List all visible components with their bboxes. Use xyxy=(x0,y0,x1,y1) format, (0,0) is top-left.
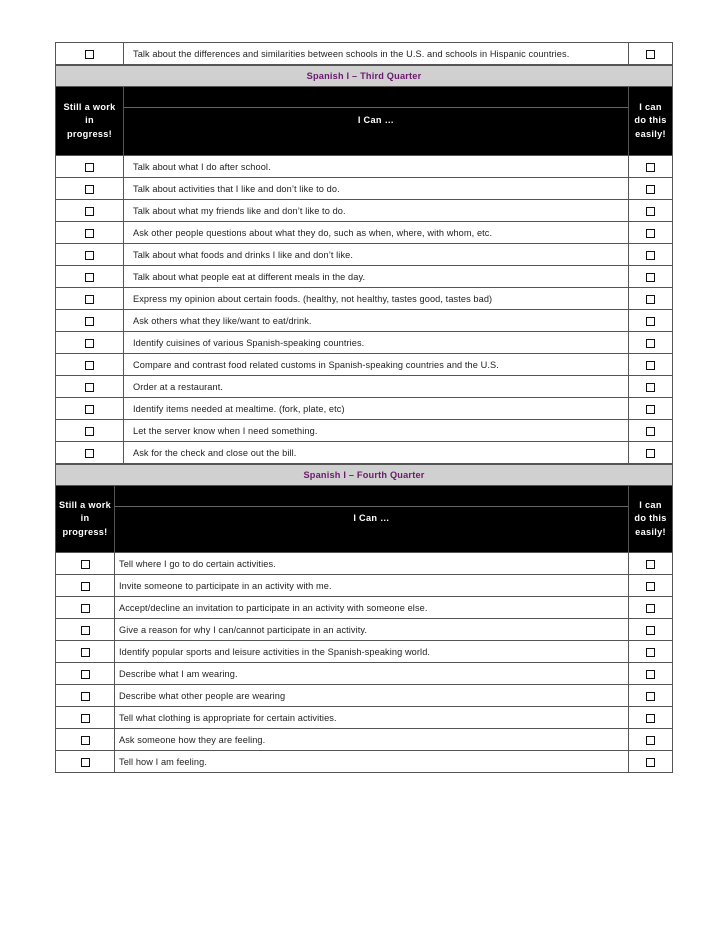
checkbox-icon[interactable] xyxy=(81,714,90,723)
checkbox-icon[interactable] xyxy=(85,449,94,458)
table-row xyxy=(56,376,673,398)
quarter-title: Spanish I – Third Quarter xyxy=(56,66,673,87)
can-do-statement: Compare and contrast food related customs in Spanish-speaking countries and the U.S. xyxy=(124,354,629,376)
can-do-statement: Ask for the check and close out the bill. xyxy=(124,442,629,464)
checkbox-icon[interactable] xyxy=(646,207,655,216)
checkbox-icon[interactable] xyxy=(646,670,655,679)
checkbox-icon[interactable] xyxy=(646,758,655,767)
checkbox-icon[interactable] xyxy=(646,185,655,194)
top-row-table xyxy=(55,42,673,65)
easy-checkbox-cell[interactable] xyxy=(629,619,673,641)
easy-checkbox-cell[interactable] xyxy=(629,244,673,266)
table-row xyxy=(56,729,673,751)
easy-checkbox-cell[interactable] xyxy=(629,354,673,376)
checkbox-icon[interactable] xyxy=(85,163,94,172)
can-do-statement: Ask someone how they are feeling. xyxy=(115,729,629,751)
can-do-statement: Talk about what I do after school. xyxy=(124,156,629,178)
fourth-quarter-table xyxy=(55,464,673,773)
progress-checkbox-cell[interactable] xyxy=(56,685,115,707)
easy-checkbox-cell[interactable] xyxy=(629,575,673,597)
checkbox-icon[interactable] xyxy=(646,582,655,591)
table-row xyxy=(56,420,673,442)
easy-checkbox-cell[interactable] xyxy=(629,663,673,685)
header-i-can: I Can … xyxy=(124,87,629,156)
checkbox-icon[interactable] xyxy=(646,604,655,613)
checkbox-icon[interactable] xyxy=(85,229,94,238)
checkbox-icon[interactable] xyxy=(646,317,655,326)
checkbox-icon[interactable] xyxy=(646,427,655,436)
easy-checkbox-cell[interactable] xyxy=(629,156,673,178)
table-row xyxy=(56,641,673,663)
header-still-in-progress: Still a work in progress! xyxy=(56,87,124,156)
header-row xyxy=(56,87,673,156)
checkbox-icon[interactable] xyxy=(85,405,94,414)
table-row xyxy=(56,398,673,420)
checkbox-icon[interactable] xyxy=(646,692,655,701)
easy-checkbox-cell[interactable] xyxy=(629,222,673,244)
table-row xyxy=(56,310,673,332)
can-do-statement: Ask others what they like/want to eat/drink. xyxy=(124,310,629,332)
progress-checkbox-cell[interactable] xyxy=(56,200,124,222)
can-do-statement: Let the server know when I need something. xyxy=(124,420,629,442)
easy-checkbox-cell[interactable] xyxy=(629,685,673,707)
table-row xyxy=(56,332,673,354)
checkbox-icon[interactable] xyxy=(646,736,655,745)
easy-checkbox-cell[interactable] xyxy=(629,398,673,420)
can-do-statement: Describe what I am wearing. xyxy=(115,663,629,685)
can-do-statement: Talk about what foods and drinks I like and don’t like. xyxy=(124,244,629,266)
header-row xyxy=(56,486,673,553)
checkbox-icon[interactable] xyxy=(81,582,90,591)
progress-checkbox-cell[interactable] xyxy=(56,575,115,597)
checkbox-icon[interactable] xyxy=(81,560,90,569)
checkbox-icon[interactable] xyxy=(646,50,655,59)
progress-checkbox-cell[interactable] xyxy=(56,619,115,641)
checkbox-icon[interactable] xyxy=(646,361,655,370)
progress-checkbox-cell[interactable] xyxy=(56,178,124,200)
checkbox-icon[interactable] xyxy=(646,383,655,392)
easy-checkbox-cell[interactable] xyxy=(629,553,673,575)
quarter-title: Spanish I – Fourth Quarter xyxy=(56,465,673,486)
easy-checkbox-cell[interactable] xyxy=(629,200,673,222)
table-row xyxy=(56,553,673,575)
can-do-statement: Tell where I go to do certain activities. xyxy=(115,553,629,575)
table-row xyxy=(56,575,673,597)
checkbox-icon[interactable] xyxy=(646,295,655,304)
checkbox-icon[interactable] xyxy=(646,648,655,657)
self-assessment-sheet xyxy=(55,42,672,773)
header-i-can: I Can … xyxy=(115,486,629,553)
progress-checkbox-cell[interactable] xyxy=(56,442,124,464)
quarter-title-row xyxy=(56,465,673,486)
easy-checkbox-cell[interactable] xyxy=(629,729,673,751)
progress-checkbox-cell[interactable] xyxy=(56,376,124,398)
checkbox-icon[interactable] xyxy=(81,758,90,767)
checkbox-icon[interactable] xyxy=(85,273,94,282)
progress-checkbox-cell[interactable] xyxy=(56,663,115,685)
progress-checkbox-cell[interactable] xyxy=(56,751,115,773)
table-row xyxy=(56,222,673,244)
progress-checkbox-cell[interactable] xyxy=(56,244,124,266)
table-row xyxy=(56,707,673,729)
header-can-do-easily: I can do this easily! xyxy=(629,87,673,156)
can-do-statement: Talk about what my friends like and don’t like to do. xyxy=(124,200,629,222)
easy-checkbox-cell[interactable] xyxy=(629,420,673,442)
progress-checkbox-cell[interactable] xyxy=(56,156,124,178)
progress-checkbox-cell[interactable] xyxy=(56,597,115,619)
checkbox-icon[interactable] xyxy=(646,339,655,348)
checkbox-icon[interactable] xyxy=(81,648,90,657)
easy-checkbox-cell[interactable] xyxy=(629,178,673,200)
progress-checkbox-cell[interactable] xyxy=(56,354,124,376)
can-do-statement: Tell how I am feeling. xyxy=(115,751,629,773)
progress-checkbox-cell[interactable] xyxy=(56,641,115,663)
checkbox-icon[interactable] xyxy=(85,251,94,260)
can-do-statement: Identify popular sports and leisure activities in the Spanish-speaking world. xyxy=(115,641,629,663)
table-row xyxy=(56,354,673,376)
table-row xyxy=(56,43,673,65)
checkbox-icon[interactable] xyxy=(85,383,94,392)
checkbox-icon[interactable] xyxy=(85,50,94,59)
can-do-statement: Talk about activities that I like and don’t like to do. xyxy=(124,178,629,200)
table-row xyxy=(56,266,673,288)
easy-checkbox-cell[interactable] xyxy=(629,707,673,729)
checkbox-icon[interactable] xyxy=(646,229,655,238)
progress-checkbox-cell[interactable] xyxy=(56,266,124,288)
checkbox-icon[interactable] xyxy=(646,163,655,172)
progress-checkbox-cell[interactable] xyxy=(56,222,124,244)
table-row xyxy=(56,619,673,641)
checkbox-icon[interactable] xyxy=(646,560,655,569)
table-row xyxy=(56,156,673,178)
can-do-statement: Invite someone to participate in an activity with me. xyxy=(115,575,629,597)
table-row xyxy=(56,597,673,619)
table-row xyxy=(56,244,673,266)
table-row xyxy=(56,663,673,685)
header-still-in-progress: Still a work in progress! xyxy=(56,486,115,553)
can-do-statement: Talk about what people eat at different meals in the day. xyxy=(124,266,629,288)
table-row xyxy=(56,685,673,707)
checkbox-icon[interactable] xyxy=(85,427,94,436)
can-do-statement: Identify items needed at mealtime. (fork, plate, etc) xyxy=(124,398,629,420)
can-do-statement: Give a reason for why I can/cannot participate in an activity. xyxy=(115,619,629,641)
progress-checkbox-cell[interactable] xyxy=(56,729,115,751)
can-do-statement: Ask other people questions about what they do, such as when, where, with whom, etc. xyxy=(124,222,629,244)
checkbox-icon[interactable] xyxy=(646,405,655,414)
table-row xyxy=(56,442,673,464)
checkbox-icon[interactable] xyxy=(81,604,90,613)
checkbox-icon[interactable] xyxy=(85,361,94,370)
table-row xyxy=(56,288,673,310)
can-do-statement: Talk about the differences and similarities between schools in the U.S. and schools in Hispanic countries. xyxy=(124,43,629,65)
table-row xyxy=(56,200,673,222)
can-do-statement: Accept/decline an invitation to participate in an activity with someone else. xyxy=(115,597,629,619)
checkbox-icon[interactable] xyxy=(646,626,655,635)
progress-checkbox-cell[interactable] xyxy=(56,43,124,65)
easy-checkbox-cell[interactable] xyxy=(629,751,673,773)
can-do-statement: Identify cuisines of various Spanish-speaking countries. xyxy=(124,332,629,354)
checkbox-icon[interactable] xyxy=(81,670,90,679)
progress-checkbox-cell[interactable] xyxy=(56,398,124,420)
third-quarter-table xyxy=(55,65,673,464)
easy-checkbox-cell[interactable] xyxy=(629,442,673,464)
checkbox-icon[interactable] xyxy=(81,692,90,701)
checkbox-icon[interactable] xyxy=(85,295,94,304)
checkbox-icon[interactable] xyxy=(646,449,655,458)
table-row xyxy=(56,178,673,200)
quarter-title-row xyxy=(56,66,673,87)
checkbox-icon[interactable] xyxy=(646,251,655,260)
checkbox-icon[interactable] xyxy=(81,626,90,635)
checkbox-icon[interactable] xyxy=(85,207,94,216)
easy-checkbox-cell[interactable] xyxy=(629,641,673,663)
checkbox-icon[interactable] xyxy=(85,339,94,348)
easy-checkbox-cell[interactable] xyxy=(629,376,673,398)
checkbox-icon[interactable] xyxy=(81,736,90,745)
progress-checkbox-cell[interactable] xyxy=(56,553,115,575)
checkbox-icon[interactable] xyxy=(85,185,94,194)
easy-checkbox-cell[interactable] xyxy=(629,332,673,354)
header-can-do-easily: I can do this easily! xyxy=(629,486,673,553)
checkbox-icon[interactable] xyxy=(646,714,655,723)
progress-checkbox-cell[interactable] xyxy=(56,420,124,442)
easy-checkbox-cell[interactable] xyxy=(629,597,673,619)
progress-checkbox-cell[interactable] xyxy=(56,707,115,729)
checkbox-icon[interactable] xyxy=(85,317,94,326)
progress-checkbox-cell[interactable] xyxy=(56,288,124,310)
progress-checkbox-cell[interactable] xyxy=(56,332,124,354)
can-do-statement: Describe what other people are wearing xyxy=(115,685,629,707)
checkbox-icon[interactable] xyxy=(646,273,655,282)
easy-checkbox-cell[interactable] xyxy=(629,288,673,310)
easy-checkbox-cell[interactable] xyxy=(629,266,673,288)
easy-checkbox-cell[interactable] xyxy=(629,43,673,65)
table-row xyxy=(56,751,673,773)
progress-checkbox-cell[interactable] xyxy=(56,310,124,332)
can-do-statement: Express my opinion about certain foods. (healthy, not healthy, tastes good, tastes bad) xyxy=(124,288,629,310)
can-do-statement: Tell what clothing is appropriate for certain activities. xyxy=(115,707,629,729)
easy-checkbox-cell[interactable] xyxy=(629,310,673,332)
can-do-statement: Order at a restaurant. xyxy=(124,376,629,398)
